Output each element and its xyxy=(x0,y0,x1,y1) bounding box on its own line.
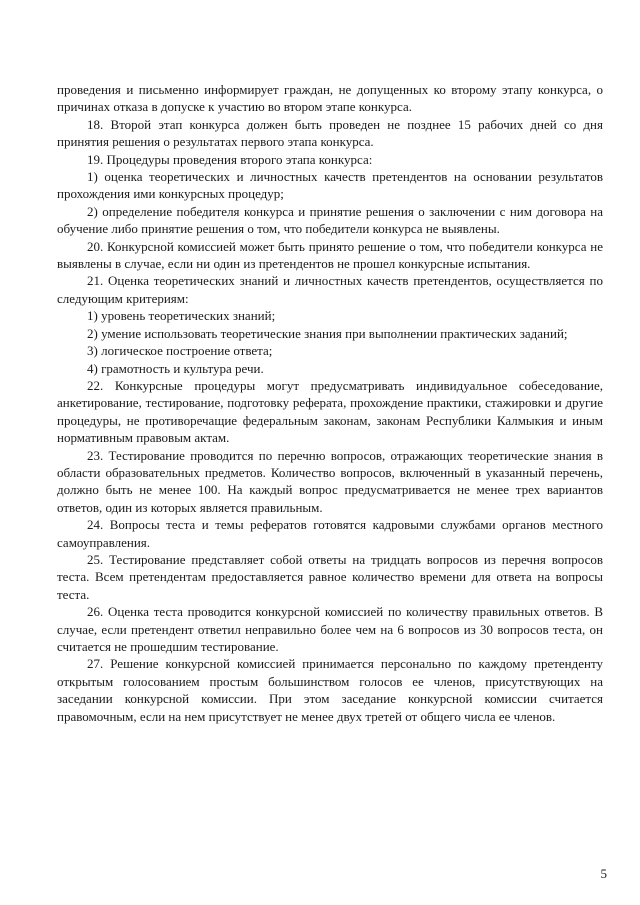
paragraph-22: 22. Конкурсные процедуры могут предусматривать индивидуальное собеседование, анкетирование, тестирование, подготовку реферата, прохождение практики, стажировки и другие процедуры, не противоречащие федеральным законам, законам Республики Калмыкия и иным нормативным правовым актам. xyxy=(57,377,603,446)
paragraph-21-item-3: 3) логическое построение ответа; xyxy=(87,343,273,359)
paragraph-26: 26. Оценка теста проводится конкурсной комиссией по количеству правильных ответов. В случае, если претендент ответил неправильно более чем на 6 вопросов из 30 вопросов теста, он считается не прошедшим тестирование. xyxy=(57,604,603,654)
paragraph-19-item-2: 2) определение победителя конкурса и принятие решения о заключении с ним договора на обучение либо принятие решения о том, что победители конкурса не выявлены. xyxy=(57,203,603,237)
paragraph-23: 23. Тестирование проводится по перечню вопросов, отражающих теоретические знания в области образовательных предметов. Количество вопросов, включенный в указанный перечень, должно быть не менее 100. На каждый вопрос предусматривается не менее трех вариантов ответов, один из которых является правильным. xyxy=(57,447,603,515)
paragraph-21-item-4: 4) грамотность и культура речи. xyxy=(87,360,264,376)
paragraph-24: 24. Вопросы теста и темы рефератов готовятся кадровыми службами органов местного самоуправления. xyxy=(57,517,603,550)
page-number: 5 xyxy=(600,866,607,881)
paragraph-27: 27. Решение конкурсной комиссией принимается персонально по каждому претенденту открытым голосованием простым большинством голосов ее членов, присутствующих на заседании конкурсной комиссии. При этом заседание конкурсной комиссии считается правомочным, если на нем присутствует не менее двух третей от общего числа ее членов. xyxy=(57,656,603,724)
paragraph-21: 21. Оценка теоретических знаний и личностных качеств претендентов, осуществляется по следующим критериям: xyxy=(57,273,603,306)
paragraph-20: 20. Конкурсной комиссией может быть принято решение о том, что победители конкурса не выявлены в случае, если ни один из претендентов не прошел конкурсные испытания. xyxy=(57,238,603,272)
paragraph-21-item-2: 2) умение использовать теоретические знания при выполнении практических заданий; xyxy=(87,325,568,341)
document-body xyxy=(57,81,603,725)
paragraph-18: 18. Второй этап конкурса должен быть проведен не позднее 15 рабочих дней со дня принятия решения о результатах первого этапа конкурса. xyxy=(57,116,603,150)
paragraph-25: 25. Тестирование представляет собой ответы на тридцать вопросов из перечня вопросов теста. Всем претендентам предоставляется равное количество времени для ответа на вопросы теста. xyxy=(57,551,603,602)
paragraph-19: 19. Процедуры проведения второго этапа конкурса: xyxy=(87,151,373,167)
paragraph-21-item-1: 1) уровень теоретических знаний; xyxy=(87,308,276,324)
paragraph-19-item-1: 1) оценка теоретических и личностных качеств претендентов на основании результатов прохождения ими конкурсных процедур; xyxy=(57,169,603,202)
paragraph-17-continuation: проведения и письменно информирует граждан, не допущенных ко второму этапу конкурса, о причинах отказа в допуске к участию во втором этапе конкурса. xyxy=(57,82,603,115)
